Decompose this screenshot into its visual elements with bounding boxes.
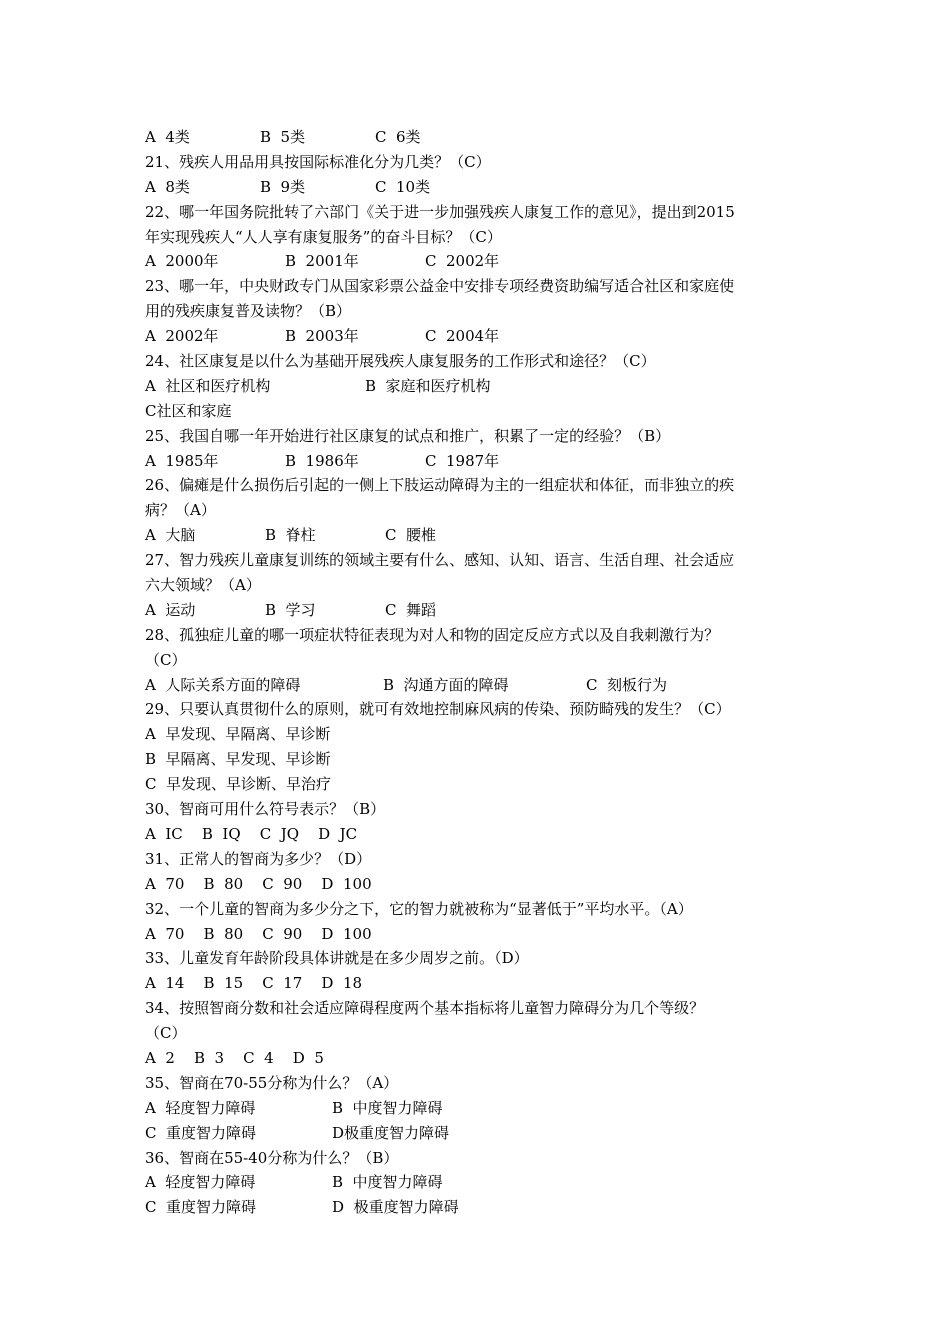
answer-options-row [145,1121,810,1146]
text-line: A 70 B 80 C 90 D 100 [145,924,372,943]
text-line: 32、一个儿童的智商为多少分之下，它的智力就被称为“显著低于”平均水平。（A） [145,899,693,918]
text-line: （C） [145,650,187,669]
text-line: 21、残疾人用品用具按国际标准化分为几类？（C） [145,152,491,171]
text-line: （C） [145,1024,187,1043]
text-line: 26、偏瘫是什么损伤后引起的一侧上下肢运动障碍为主的一组症状和体征，而非独立的疾 [145,476,735,495]
answer-option: A 轻度智力障碍 [145,1173,256,1192]
answer-option: C 重度智力障碍 [145,1198,257,1217]
text-line: 30、智商可用什么符号表示？（B） [145,800,386,819]
text-line: 用的残疾康复普及读物？（B） [145,302,352,321]
answer-option: C 2004年 [425,327,500,346]
answer-option: B 9类 [260,177,306,196]
text-line: 六大领域？（A） [145,576,261,595]
text-line: A IC B IQ C JQ D JC [145,824,358,843]
text-line: 28、孤独症儿童的哪一项症状特征表现为对人和物的固定反应方式以及自我刺激行为？ [145,625,720,644]
answer-options-row [145,324,810,349]
answer-option: C 10类 [375,177,431,196]
answer-option: C 6类 [375,128,421,146]
answer-options-row [145,125,810,150]
answer-option: B 沟通方面的障碍 [383,675,509,694]
text-line: 36、智商在55-40分称为什么？（B） [145,1148,399,1167]
answer-options-row [145,374,810,399]
answer-option: A 4类 [145,128,190,146]
answer-option: C 1987年 [425,451,500,470]
text-line: 29、只要认真贯彻什么的原则，就可有效地控制麻风病的传染、预防畸残的发生？（C） [145,700,731,719]
answer-option: C 重度智力障碍 [145,1123,257,1142]
answer-options-row [145,449,810,474]
answer-option: A 2002年 [145,327,219,346]
answer-option: A 运动 [145,600,196,619]
answer-options-row [145,1096,810,1121]
answer-option: A 人际关系方面的障碍 [145,675,301,694]
text-line: B 早隔离、早发现、早诊断 [145,750,331,769]
answer-option: D 极重度智力障碍 [332,1198,459,1217]
text-line: 24、社区康复是以什么为基础开展残疾人康复服务的工作形式和途径？（C） [145,352,656,371]
answer-option: B 中度智力障碍 [332,1173,443,1192]
text-line: 病？（A） [145,501,216,520]
answer-options-row [145,673,810,698]
text-line: A 70 B 80 C 90 D 100 [145,874,372,893]
text-line: 年实现残疾人“人人享有康复服务”的奋斗目标？（C） [145,227,502,246]
answer-option: A 1985年 [145,451,219,470]
text-line: 23、哪一年，中央财政专门从国家彩票公益金中安排专项经费资助编写适合社区和家庭使 [145,277,735,296]
answer-options-row [145,249,810,274]
text-line: 25、我国自哪一年开始进行社区康复的试点和推广，积累了一定的经验？（B） [145,426,671,445]
answer-option: B 2001年 [285,252,359,271]
answer-option: B 2003年 [285,327,359,346]
text-line: A 14 B 15 C 17 D 18 [145,974,363,993]
answer-option: A 社区和医疗机构 [145,376,271,395]
answer-option: A 2000年 [145,252,219,271]
text-line: A 早发现、早隔离、早诊断 [145,725,331,744]
answer-options-row [145,175,810,200]
answer-option: A 8类 [145,177,190,196]
answer-options-row [145,1195,810,1220]
answer-option: D极重度智力障碍 [332,1123,450,1142]
text-line: C 早发现、早诊断、早治疗 [145,775,332,794]
answer-option: C 腰椎 [385,526,437,545]
answer-option: A 轻度智力障碍 [145,1098,256,1117]
answer-option: A 大脑 [145,526,196,545]
answer-option: C 舞蹈 [385,600,437,619]
answer-options-row [145,523,810,548]
text-line: A 2 B 3 C 4 D 5 [145,1048,324,1067]
text-line: 34、按照智商分数和社会适应障碍程度两个基本指标将儿童智力障碍分为几个等级？ [145,999,705,1018]
answer-option: C 2002年 [425,252,500,271]
text-line: 33、儿童发育年龄阶段具体讲就是在多少周岁之前。（D） [145,949,529,968]
question-list [145,125,810,1220]
answer-options-row [145,1170,810,1195]
answer-option: C 刻板行为 [586,675,668,694]
text-line: 27、智力残疾儿童康复训练的领域主要有什么、感知、认知、语言、生活自理、社会适应 [145,551,735,570]
answer-options-row [145,598,810,623]
answer-option: B 脊柱 [265,526,316,545]
text-line: 22、哪一年国务院批转了六部门《关于进一步加强残疾人康复工作的意见》，提出到2015 [145,202,735,221]
answer-option: B 中度智力障碍 [332,1098,443,1117]
answer-option: B 5类 [260,128,306,146]
answer-option: B 1986年 [285,451,359,470]
text-line: C社区和家庭 [145,401,232,420]
text-line: 35、智商在70-55分称为什么？（A） [145,1073,399,1092]
answer-option: B 学习 [265,600,316,619]
answer-option: B 家庭和医疗机构 [365,376,491,395]
text-line: 31、正常人的智商为多少？（D） [145,849,372,868]
